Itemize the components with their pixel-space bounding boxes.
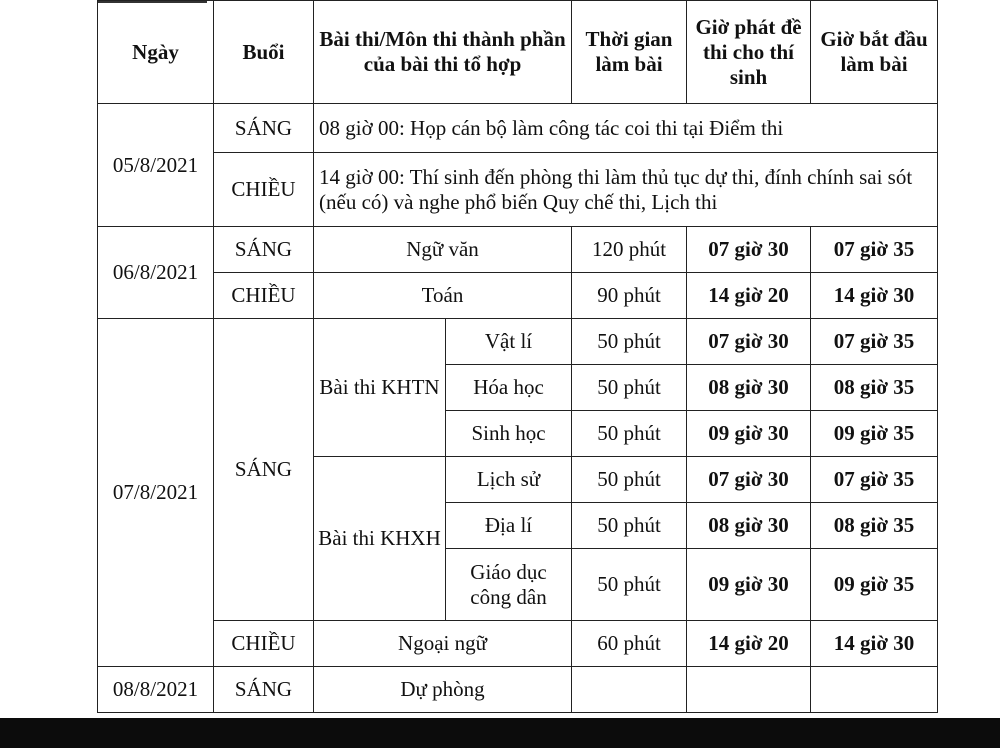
subject-cell: Địa lí (446, 503, 572, 549)
start-time-cell: 14 giờ 30 (811, 621, 938, 667)
subject-cell: Dự phòng (314, 667, 572, 713)
date-cell: 08/8/2021 (98, 667, 214, 713)
subject-cell: Ngữ văn (314, 227, 572, 273)
session-cell: SÁNG (214, 227, 314, 273)
table-row (98, 667, 938, 713)
date-cell: 07/8/2021 (98, 319, 214, 667)
start-time-cell: 07 giờ 35 (811, 227, 938, 273)
subject-cell: Vật lí (446, 319, 572, 365)
distribute-time-cell (687, 667, 811, 713)
table-row (98, 621, 938, 667)
distribute-time-cell: 08 giờ 30 (687, 365, 811, 411)
duration-cell: 50 phút (572, 411, 687, 457)
header-phatde: Giờ phát đề thi cho thí sinh (687, 1, 811, 104)
header-buoi: Buổi (214, 1, 314, 104)
start-time-cell: 08 giờ 35 (811, 503, 938, 549)
duration-cell: 120 phút (572, 227, 687, 273)
table-row (98, 273, 938, 319)
session-cell: CHIỀU (214, 153, 314, 227)
header-ngay: Ngày (98, 1, 214, 104)
session-cell: SÁNG (214, 104, 314, 153)
table-row (98, 319, 938, 365)
distribute-time-cell: 14 giờ 20 (687, 621, 811, 667)
header-batdau: Giờ bắt đầu làm bài (811, 1, 938, 104)
table-row (98, 104, 938, 153)
distribute-time-cell: 09 giờ 30 (687, 549, 811, 621)
start-time-cell: 07 giờ 35 (811, 457, 938, 503)
start-time-cell: 14 giờ 30 (811, 273, 938, 319)
session-cell: SÁNG (214, 319, 314, 621)
subject-cell: Ngoại ngữ (314, 621, 572, 667)
session-cell: CHIỀU (214, 273, 314, 319)
table-row (98, 227, 938, 273)
distribute-time-cell: 07 giờ 30 (687, 227, 811, 273)
table-row (98, 153, 938, 227)
start-time-cell (811, 667, 938, 713)
session-cell: CHIỀU (214, 621, 314, 667)
bottom-dark-bar (0, 718, 1000, 748)
duration-cell: 50 phút (572, 503, 687, 549)
duration-cell: 50 phút (572, 365, 687, 411)
start-time-cell: 09 giờ 35 (811, 549, 938, 621)
exam-schedule-table (97, 0, 938, 713)
header-row (98, 1, 938, 104)
date-cell: 06/8/2021 (98, 227, 214, 319)
subject-cell: Giáo dục công dân (446, 549, 572, 621)
duration-cell: 60 phút (572, 621, 687, 667)
session-cell: SÁNG (214, 667, 314, 713)
subject-cell: Hóa học (446, 365, 572, 411)
header-thoigian: Thời gian làm bài (572, 1, 687, 104)
distribute-time-cell: 08 giờ 30 (687, 503, 811, 549)
distribute-time-cell: 14 giờ 20 (687, 273, 811, 319)
duration-cell (572, 667, 687, 713)
distribute-time-cell: 07 giờ 30 (687, 457, 811, 503)
duration-cell: 50 phút (572, 457, 687, 503)
header-mon: Bài thi/Môn thi thành phần của bài thi tổ hợp (314, 1, 572, 104)
duration-cell: 50 phút (572, 319, 687, 365)
subject-cell: Sinh học (446, 411, 572, 457)
subject-cell: Toán (314, 273, 572, 319)
start-time-cell: 08 giờ 35 (811, 365, 938, 411)
subject-cell: Lịch sử (446, 457, 572, 503)
start-time-cell: 09 giờ 35 (811, 411, 938, 457)
distribute-time-cell: 07 giờ 30 (687, 319, 811, 365)
group-cell: Bài thi KHXH (314, 457, 446, 621)
distribute-time-cell: 09 giờ 30 (687, 411, 811, 457)
start-time-cell: 07 giờ 35 (811, 319, 938, 365)
note-cell: 14 giờ 00: Thí sinh đến phòng thi làm thủ tục dự thi, đính chính sai sót (nếu có) và nghe phổ biến Quy chế thi, Lịch thi (314, 153, 938, 227)
date-cell: 05/8/2021 (98, 104, 214, 227)
group-cell: Bài thi KHTN (314, 319, 446, 457)
note-cell: 08 giờ 00: Họp cán bộ làm công tác coi thi tại Điểm thi (314, 104, 938, 153)
duration-cell: 90 phút (572, 273, 687, 319)
duration-cell: 50 phút (572, 549, 687, 621)
